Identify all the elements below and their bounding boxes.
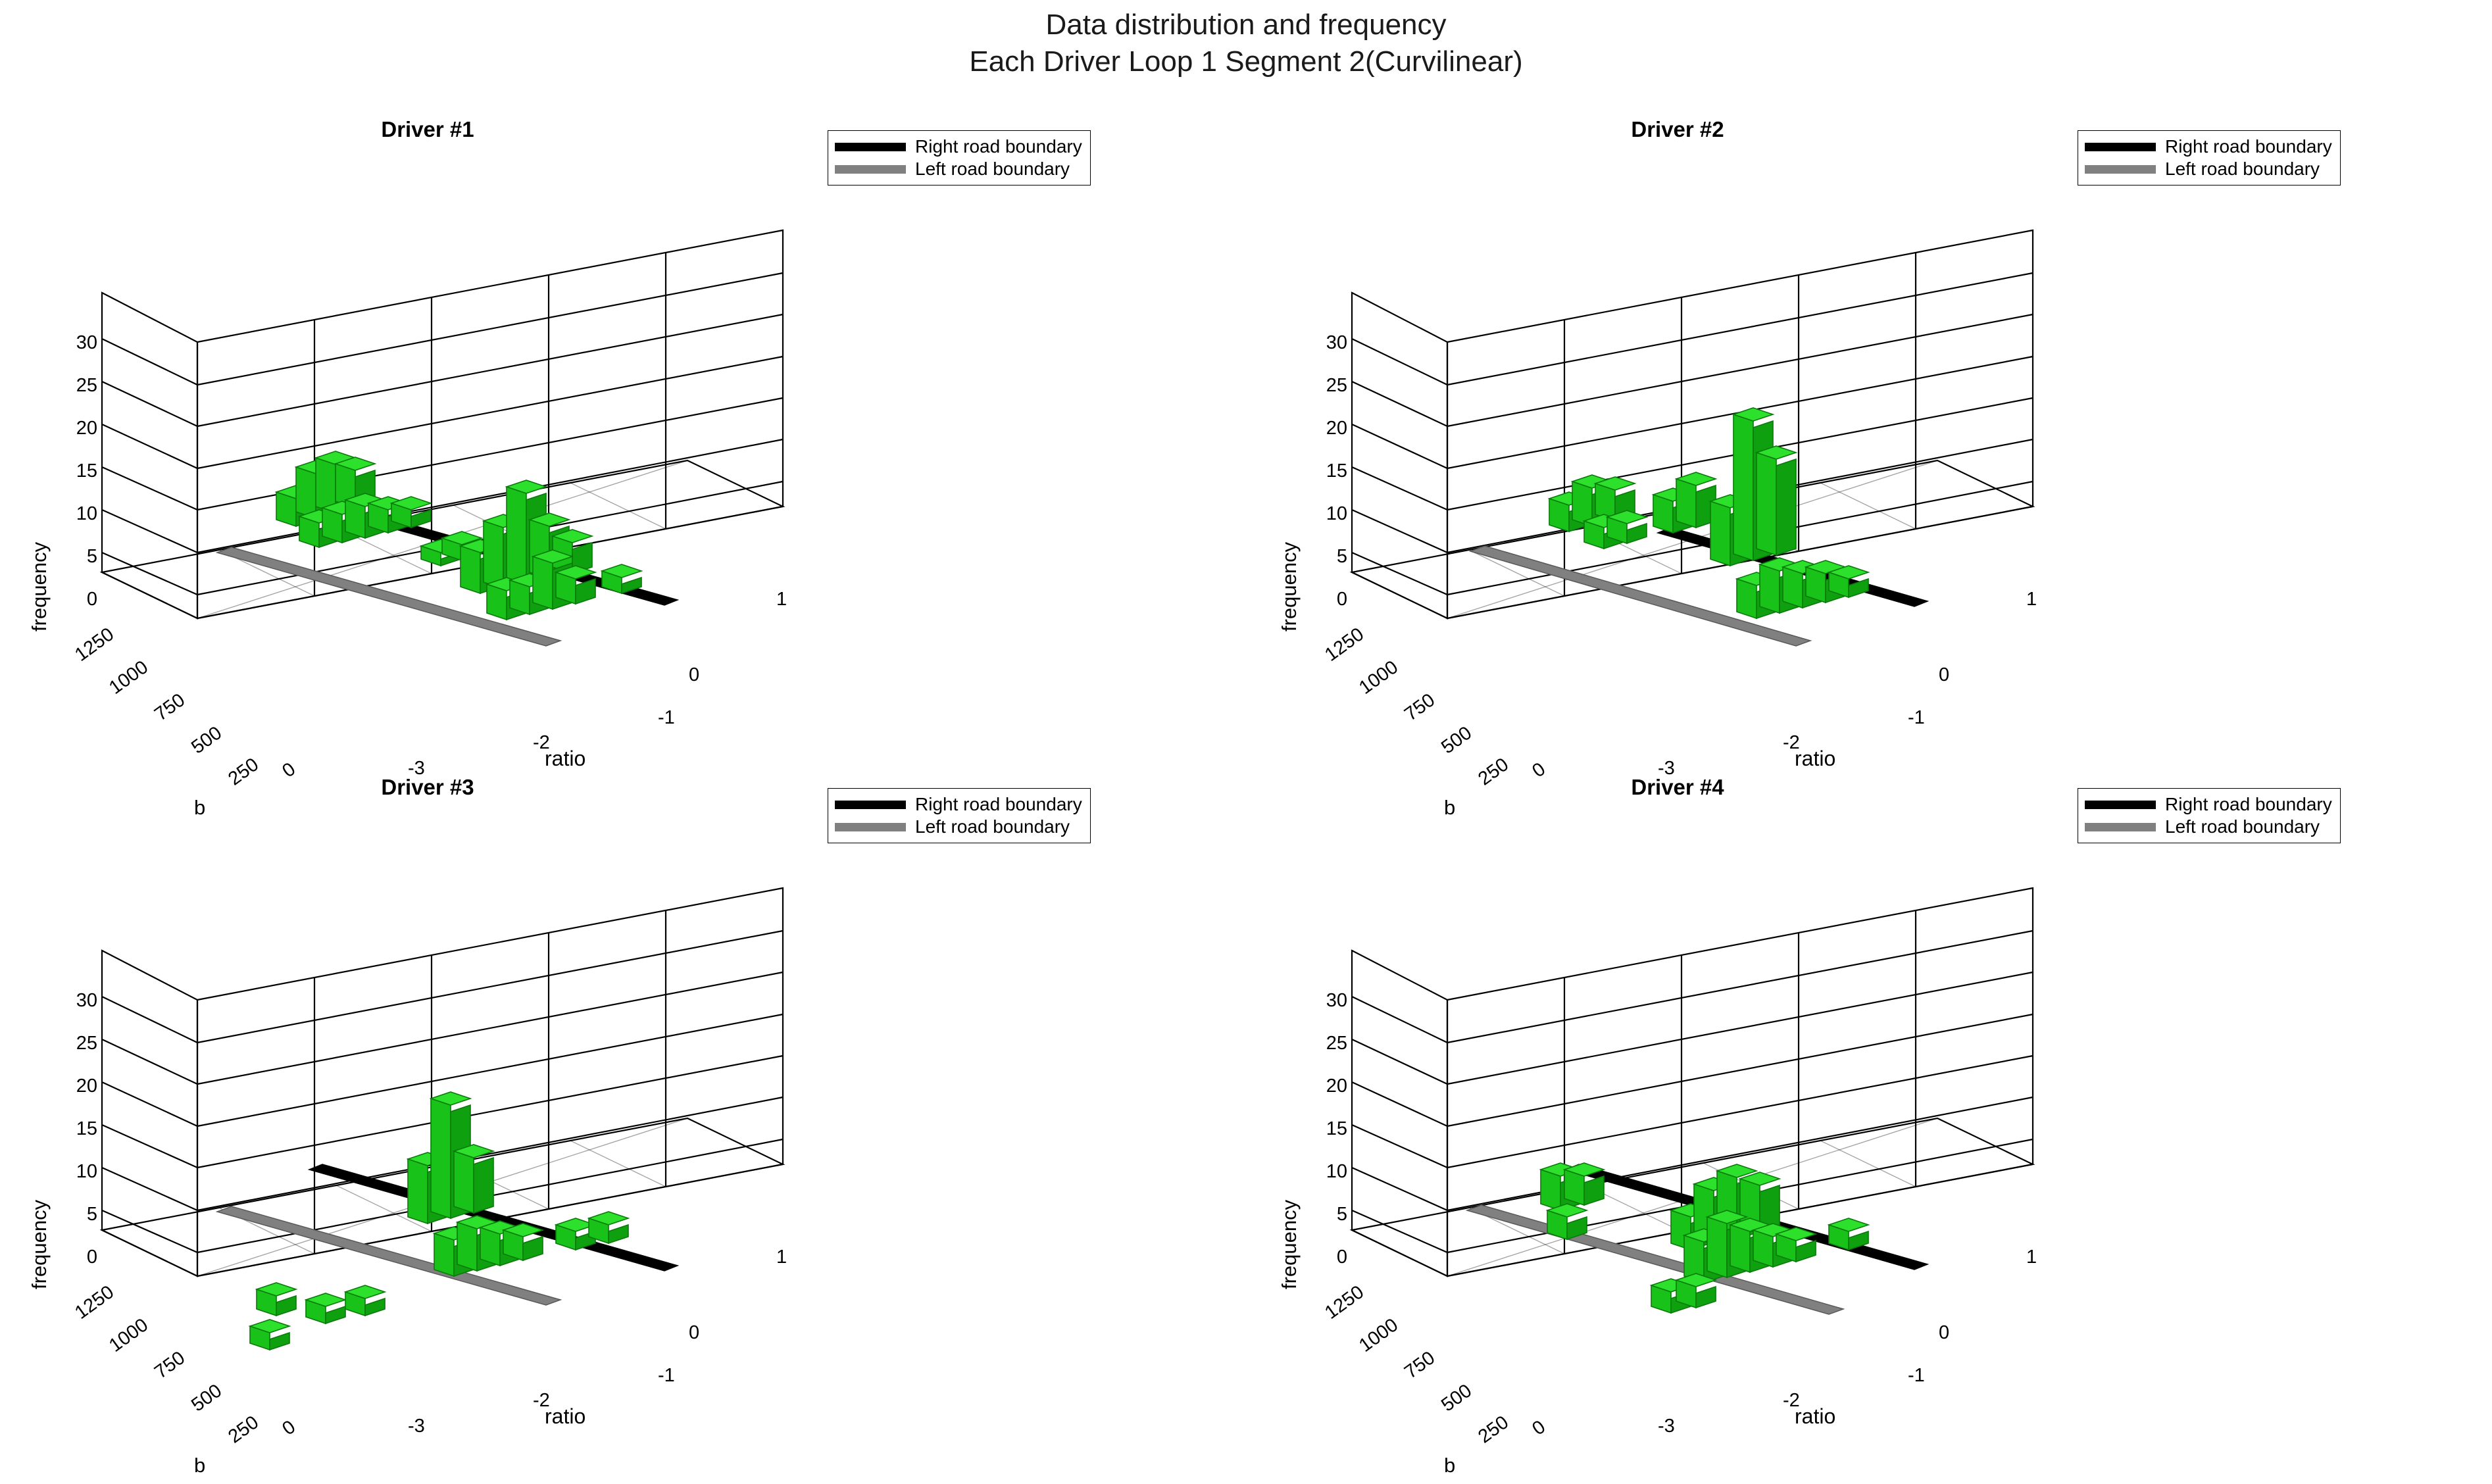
y-tick: 500 (187, 722, 226, 758)
axis-label-frequency: frequency (28, 541, 51, 631)
y-tick: 0 (278, 758, 300, 782)
y-tick: 750 (1401, 689, 1439, 726)
x-tick: 0 (689, 664, 700, 685)
axis-label-b: b (194, 796, 206, 819)
histogram-bars (276, 451, 641, 620)
legend-item-label: Right road boundary (2165, 136, 2332, 157)
x-tick: -2 (533, 732, 550, 753)
y-tick: 750 (151, 1347, 189, 1383)
z-tick: 10 (76, 1161, 97, 1182)
legend-item (2085, 158, 2332, 180)
axis-label-ratio: ratio (545, 1404, 586, 1428)
figure-title-line1: Data distribution and frequency (1045, 9, 1447, 41)
x-tick: 1 (2026, 589, 2037, 610)
z-tick: 20 (1326, 418, 1347, 439)
axis-label-frequency: frequency (1278, 541, 1301, 631)
z-tick: 15 (76, 460, 97, 482)
z-tick: 20 (76, 418, 97, 439)
y-tick: 250 (1474, 1412, 1513, 1448)
z-tick: 5 (86, 546, 97, 567)
x-tick: -3 (408, 758, 425, 779)
z-tick: 10 (1326, 503, 1347, 524)
plot-area-driver-4 (1250, 756, 2105, 1441)
legend-item (835, 793, 1082, 816)
z-tick: 10 (1326, 1161, 1347, 1182)
axis-label-ratio: ratio (545, 747, 586, 770)
legend-item (2085, 136, 2332, 158)
y-tick: 500 (1437, 1380, 1476, 1416)
z-tick: 20 (1326, 1076, 1347, 1097)
x-tick: -3 (1658, 758, 1675, 779)
plot-area-driver-3 (0, 756, 855, 1441)
x-tick: -1 (1908, 1365, 1925, 1386)
x-tick: 0 (689, 1322, 700, 1343)
plot-area-driver-2 (1250, 99, 2105, 783)
x-tick: -3 (408, 1416, 425, 1437)
legend-item-label: Left road boundary (2165, 816, 2320, 837)
legend (828, 130, 1091, 186)
y-tick: 500 (187, 1380, 226, 1416)
y-tick: 500 (1437, 722, 1476, 758)
axis-label-frequency: frequency (1278, 1199, 1301, 1289)
z-tick: 15 (76, 1118, 97, 1139)
z-tick: 0 (1336, 589, 1347, 610)
z-tick: 10 (76, 503, 97, 524)
figure-title (0, 7, 2492, 81)
legend-item-label: Left road boundary (2165, 159, 2320, 179)
axis-label-ratio: ratio (1795, 1404, 1836, 1428)
legend-item (2085, 816, 2332, 838)
legend (2078, 130, 2341, 186)
legend-item (835, 158, 1082, 180)
legend (828, 788, 1091, 843)
z-tick: 25 (1326, 1033, 1347, 1054)
z-tick: 25 (76, 1033, 97, 1054)
z-tick: 30 (1326, 332, 1347, 353)
panel-title: Driver #2 (1631, 117, 1724, 141)
z-tick: 15 (1326, 460, 1347, 482)
legend-item-label: Left road boundary (915, 816, 1070, 837)
z-tick: 25 (76, 375, 97, 396)
x-tick: -1 (1908, 707, 1925, 728)
legend-item (2085, 793, 2332, 816)
z-tick: 30 (76, 332, 97, 353)
chart-panel-driver-3 (0, 756, 1237, 1477)
legend-item-label: Right road boundary (915, 794, 1082, 814)
histogram-bars (250, 1092, 628, 1350)
axis-label-b: b (194, 1454, 206, 1477)
x-tick: -2 (1783, 732, 1800, 753)
axis-label-b: b (1444, 796, 1456, 819)
y-tick: 1250 (71, 624, 118, 666)
z-tick: 0 (1336, 1247, 1347, 1268)
x-tick: 1 (2026, 1247, 2037, 1268)
legend (2078, 788, 2341, 843)
y-tick: 250 (1474, 754, 1513, 790)
y-tick: 1000 (105, 1314, 153, 1356)
legend-item-label: Left road boundary (915, 159, 1070, 179)
z-tick: 25 (1326, 375, 1347, 396)
y-tick: 250 (224, 1412, 263, 1448)
y-tick: 0 (1528, 1416, 1550, 1440)
z-tick: 15 (1326, 1118, 1347, 1139)
x-tick: 1 (776, 589, 787, 610)
x-tick: -3 (1658, 1416, 1675, 1437)
legend-item (835, 136, 1082, 158)
legend-item-label: Right road boundary (915, 136, 1082, 157)
z-tick: 5 (86, 1204, 97, 1225)
z-tick: 5 (1336, 1204, 1347, 1225)
y-tick: 1250 (1321, 624, 1368, 666)
z-tick: 0 (86, 589, 97, 610)
z-tick: 0 (86, 1247, 97, 1268)
z-tick: 30 (1326, 990, 1347, 1011)
axis-label-b: b (1444, 1454, 1456, 1477)
figure-title-line2: Each Driver Loop 1 Segment 2(Curvilinear) (969, 45, 1523, 78)
y-tick: 750 (151, 689, 189, 726)
legend-item-label: Right road boundary (2165, 794, 2332, 814)
z-tick: 30 (76, 990, 97, 1011)
y-tick: 1000 (1355, 1314, 1403, 1356)
x-tick: -2 (533, 1390, 550, 1411)
y-tick: 750 (1401, 1347, 1439, 1383)
y-tick: 0 (1528, 758, 1550, 782)
y-tick: 0 (278, 1416, 300, 1440)
x-tick: 0 (1939, 664, 1950, 685)
x-tick: 1 (776, 1247, 787, 1268)
y-tick: 1250 (71, 1281, 118, 1323)
y-tick: 250 (224, 754, 263, 790)
y-tick: 1000 (1355, 656, 1403, 699)
x-tick: -1 (658, 707, 675, 728)
panel-title: Driver #1 (381, 117, 474, 141)
panel-title: Driver #4 (1631, 775, 1724, 799)
plot-area-driver-1 (0, 99, 855, 783)
panel-title: Driver #3 (381, 775, 474, 799)
y-tick: 1250 (1321, 1281, 1368, 1323)
chart-panel-driver-4 (1250, 756, 2487, 1477)
x-tick: -2 (1783, 1390, 1800, 1411)
x-tick: 0 (1939, 1322, 1950, 1343)
axis-label-ratio: ratio (1795, 747, 1836, 770)
z-tick: 20 (76, 1076, 97, 1097)
y-tick: 1000 (105, 656, 153, 699)
legend-item (835, 816, 1082, 838)
axis-label-frequency: frequency (28, 1199, 51, 1289)
x-tick: -1 (658, 1365, 675, 1386)
z-tick: 5 (1336, 546, 1347, 567)
